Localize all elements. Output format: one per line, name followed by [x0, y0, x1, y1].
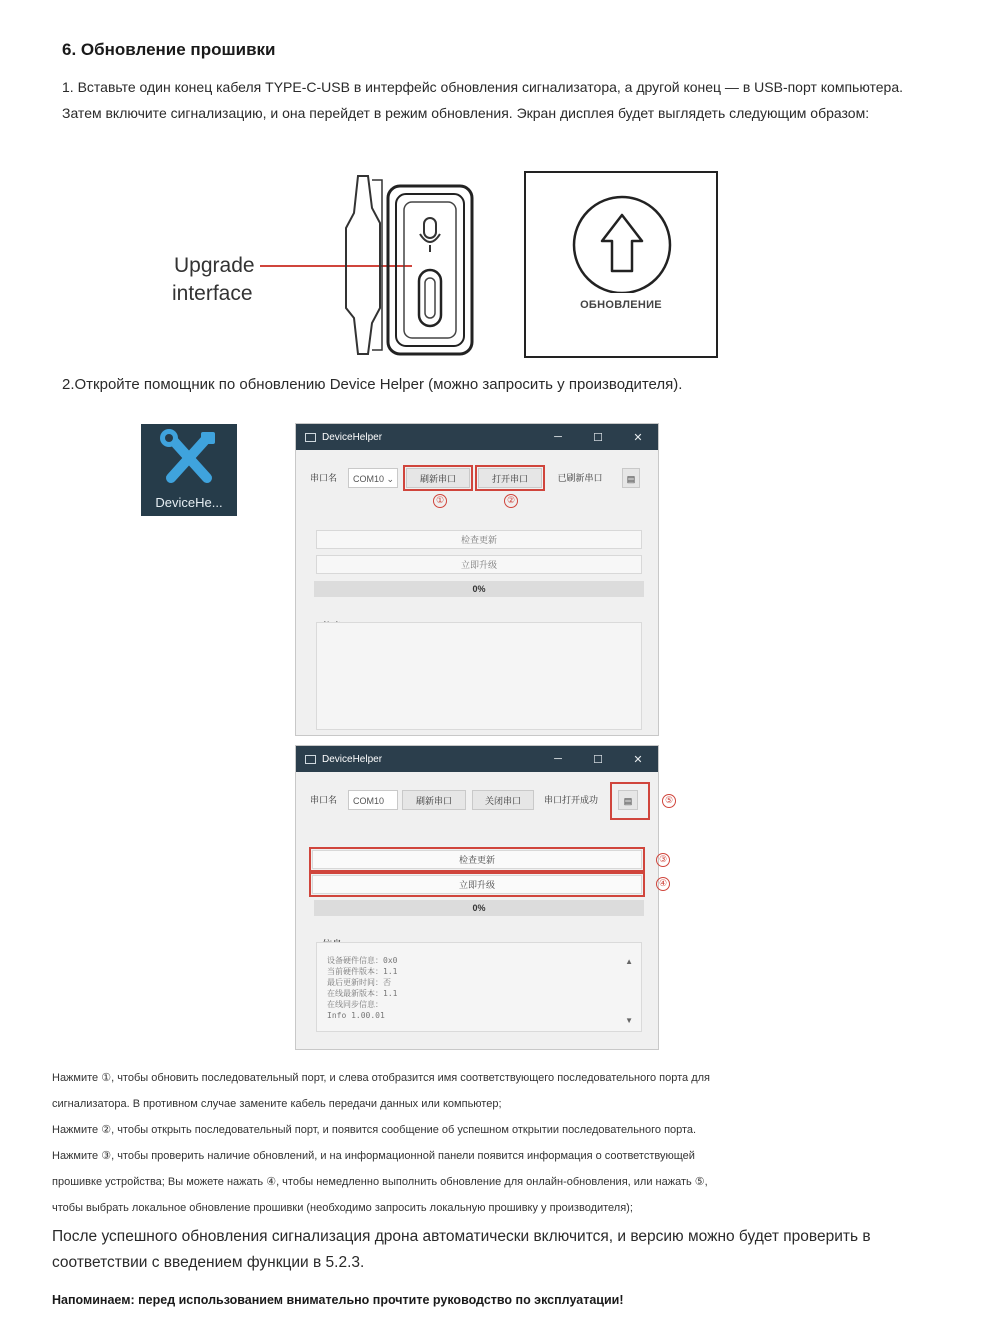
minimize-icon[interactable]: ─ — [554, 753, 562, 765]
close-port-button[interactable]: 关闭串口 — [472, 790, 534, 810]
port-select[interactable] — [348, 790, 398, 810]
window-title: DeviceHelper — [322, 753, 383, 765]
device-helper-window-1 — [295, 423, 659, 736]
port-label: 串口名 — [310, 473, 338, 483]
device-drawing — [160, 168, 490, 363]
device-illustration — [160, 168, 490, 363]
info-line: 设备硬件信息：0x0 — [327, 956, 398, 965]
window-title: DeviceHelper — [322, 431, 383, 443]
port-select-value: COM10 — [353, 474, 385, 484]
maximize-icon[interactable]: ☐ — [593, 431, 603, 444]
info-line: 当前硬件版本：1.1 — [327, 967, 398, 976]
info-line: 在线最新版本：1.1 — [327, 989, 398, 998]
status-text: 已刷新串口 — [557, 473, 603, 483]
app-window-icon — [305, 755, 316, 764]
note-line-3: Нажмите ②, чтобы открыть последовательный порт, и появится сообщение об успешном открытии последовательного порта. — [52, 1124, 697, 1136]
note-line-2: сигнализатора. В противном случае замените кабель передачи данных или компьютер; — [52, 1098, 502, 1110]
up-arrow-icon — [526, 173, 716, 293]
note-line-1: Нажмите ①, чтобы обновить последовательный порт, и слева отобразится имя соответствующего последовательного порта для — [52, 1072, 711, 1084]
port-label: 串口名 — [310, 795, 338, 805]
status-text: 串口打开成功 — [543, 795, 598, 805]
device-helper-window-2 — [295, 745, 674, 1050]
scroll-up-icon[interactable]: ▲ — [625, 957, 633, 966]
marker-4: ④ — [656, 877, 670, 891]
minimize-icon[interactable]: ─ — [554, 431, 562, 443]
info-line: 最后更新时间：否 — [327, 978, 391, 987]
info-line: 在线同步信息： — [327, 1000, 383, 1009]
check-update-button[interactable]: 检查更新 — [312, 850, 642, 869]
open-port-button[interactable]: 打开串口 — [478, 468, 542, 488]
note-line-4: Нажмите ③, чтобы проверить наличие обновлений, и на информационной панели появится информация о соответствующей — [52, 1150, 695, 1162]
reminder-text: Напоминаем: перед использованием внимательно прочтите руководство по эксплуатации! — [52, 1293, 624, 1307]
info-line: Info 1.00.01 — [327, 1011, 385, 1020]
folder-icon[interactable]: ▤ — [618, 790, 638, 810]
local-upgrade-highlight — [610, 782, 650, 820]
info-panel — [316, 942, 642, 1032]
callout-label-line2: interface — [172, 282, 253, 305]
device-helper-app-icon[interactable] — [141, 424, 237, 516]
callout-label-line1: Upgrade — [174, 254, 255, 277]
check-update-button[interactable]: 检查更新 — [316, 530, 642, 549]
progress-bar: 0% — [314, 900, 644, 916]
note-line-6: чтобы выбрать локальное обновление прошивки (необходимо запросить локальную прошивку у производителя); — [52, 1202, 633, 1214]
upgrade-screen-label: ОБНОВЛЕНИЕ — [580, 299, 662, 311]
upgrade-screen — [524, 171, 718, 358]
window-titlebar — [296, 424, 658, 450]
close-icon[interactable]: ✕ — [633, 431, 643, 444]
maximize-icon[interactable]: ☐ — [593, 753, 603, 766]
step2-text: 2.Откройте помощник по обновлению Device Helper (можно запросить у производителя). — [62, 376, 683, 393]
toolbar — [296, 790, 658, 812]
tools-icon — [141, 426, 237, 496]
close-icon[interactable]: ✕ — [633, 753, 643, 766]
folder-icon[interactable]: ▤ — [622, 468, 640, 488]
step1-text: 1. Вставьте один конец кабеля TYPE-C-USB в интерфейс обновления сигнализатора, а другой конец — в USB-порт компьютера. Затем включите сигнализацию, и она перейдет в режим обновления. Экран дисплея будет выглядеть следующим образом: — [62, 79, 904, 121]
refresh-port-button[interactable]: 刷新串口 — [406, 468, 470, 488]
marker-2: ② — [504, 494, 518, 508]
window-titlebar — [296, 746, 658, 772]
upgrade-now-button[interactable]: 立即升级 — [316, 555, 642, 574]
port-select[interactable]: COM10 ⌄ — [348, 468, 398, 488]
toolbar — [296, 468, 658, 490]
scroll-down-icon[interactable]: ▼ — [625, 1016, 633, 1025]
marker-3: ③ — [656, 853, 670, 867]
app-icon-label: DeviceHe... — [155, 495, 223, 510]
marker-5: ⑤ — [662, 794, 676, 808]
info-panel — [316, 622, 642, 730]
upgrade-now-button[interactable]: 立即升级 — [312, 875, 642, 894]
app-window-icon — [305, 433, 316, 442]
final-text: После успешного обновления сигнализация дрона автоматически включится, и версию можно будет проверить в соответствии с введением функции в 5.2.3. — [52, 1228, 871, 1271]
refresh-port-button[interactable]: 刷新串口 — [402, 790, 466, 810]
port-select-value: COM10 — [353, 796, 385, 806]
note-line-5: прошивке устройства; Вы можете нажать ④, чтобы немедленно выполнить обновление для онлайн-обновления, или нажать ⑤, — [52, 1176, 708, 1188]
section-title: 6. Обновление прошивки — [62, 40, 276, 59]
marker-1: ① — [433, 494, 447, 508]
progress-bar: 0% — [314, 581, 644, 597]
